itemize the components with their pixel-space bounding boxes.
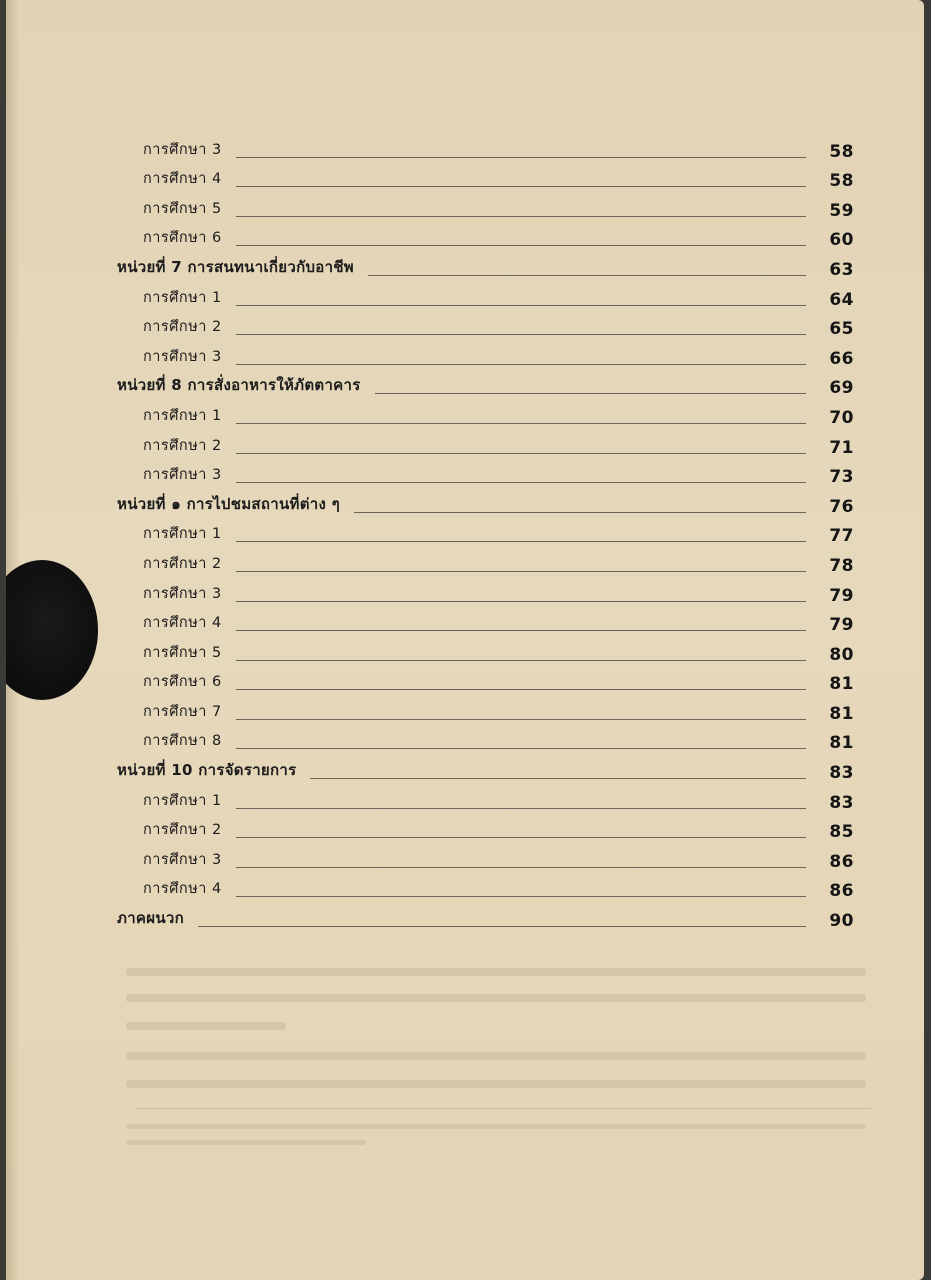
book-page <box>6 0 924 1280</box>
toc-page-number: 66 <box>829 348 854 369</box>
toc-entry-label: การศึกษา 5 <box>143 200 222 217</box>
toc-entry-row <box>6 226 924 256</box>
toc-entry-label: การศึกษา 4 <box>143 171 222 188</box>
toc-entry-label: การศึกษา 7 <box>143 703 222 720</box>
toc-entry-label: การศึกษา 1 <box>143 792 222 809</box>
toc-entry-label: การศึกษา 2 <box>143 319 222 336</box>
toc-page-number: 86 <box>829 851 854 872</box>
toc-page-number: 69 <box>829 378 854 399</box>
toc-entry-label: การศึกษา 1 <box>143 289 222 306</box>
toc-leader-line <box>236 808 806 809</box>
toc-leader-line <box>354 512 806 513</box>
bleed-through-rule <box>136 1108 871 1109</box>
toc-unit-title: หน่วยที่ 10 การจัดรายการ <box>117 761 297 780</box>
toc-entry-row <box>6 167 924 197</box>
toc-entry-label: การศึกษา 1 <box>143 526 222 543</box>
toc-leader-line <box>236 482 806 483</box>
toc-page-number: 83 <box>829 792 854 813</box>
toc-page-number: 81 <box>829 674 854 695</box>
toc-unit-row <box>6 492 924 522</box>
toc-entry-label: การศึกษา 3 <box>143 851 222 868</box>
toc-leader-line <box>236 630 806 631</box>
toc-entry-label: การศึกษา 2 <box>143 555 222 572</box>
toc-leader-line <box>236 571 806 572</box>
toc-page-number: 70 <box>829 407 854 428</box>
toc-leader-line <box>236 245 806 246</box>
toc-entry-row <box>6 137 924 167</box>
toc-leader-line <box>236 541 806 542</box>
toc-leader-line <box>236 423 806 424</box>
toc-entry-label: การศึกษา 3 <box>143 141 222 158</box>
toc-entry-label: การศึกษา 3 <box>143 467 222 484</box>
toc-page-number: 80 <box>829 644 854 665</box>
toc-page-number: 78 <box>829 555 854 576</box>
toc-entry-row <box>6 847 924 877</box>
toc-entry-label: การศึกษา 5 <box>143 644 222 661</box>
toc-leader-line <box>310 778 806 779</box>
toc-entry-row <box>6 344 924 374</box>
toc-unit-row <box>6 374 924 404</box>
toc-entry-row <box>6 729 924 759</box>
toc-page-number: 81 <box>829 733 854 754</box>
toc-entry-label: การศึกษา 2 <box>143 437 222 454</box>
toc-page-number: 58 <box>829 141 854 162</box>
toc-entry-label: การศึกษา 6 <box>143 674 222 691</box>
toc-unit-title: หน่วยที่ 7 การสนทนาเกี่ยวกับอาชีพ <box>117 257 354 276</box>
toc-entry-row <box>6 670 924 700</box>
bleed-through-footnote <box>126 1124 866 1129</box>
toc-page-number: 71 <box>829 437 854 458</box>
toc-page-number: 79 <box>829 585 854 606</box>
toc-page-number: 86 <box>829 881 854 902</box>
toc-leader-line <box>236 216 806 217</box>
toc-entry-label: การศึกษา 8 <box>143 733 222 750</box>
toc-page-number: 83 <box>829 763 854 784</box>
toc-entry-row <box>6 403 924 433</box>
toc-leader-line <box>236 453 806 454</box>
toc-leader-line <box>198 926 806 927</box>
toc-leader-line <box>236 186 806 187</box>
toc-entry-label: การศึกษา 3 <box>143 348 222 365</box>
toc-entry-label: การศึกษา 4 <box>143 615 222 632</box>
toc-leader-line <box>375 393 806 394</box>
toc-leader-line <box>236 689 806 690</box>
toc-unit-row <box>6 255 924 285</box>
toc-page-number: 58 <box>829 171 854 192</box>
toc-entry-label: การศึกษา 2 <box>143 822 222 839</box>
toc-page-number: 90 <box>829 911 854 932</box>
toc-page-number: 59 <box>829 200 854 221</box>
toc-unit-row <box>6 906 924 936</box>
toc-leader-line <box>236 334 806 335</box>
bleed-through-text <box>126 1022 286 1030</box>
toc-leader-line <box>236 305 806 306</box>
bleed-through-text <box>126 1052 866 1060</box>
toc-entry-label: การศึกษา 4 <box>143 881 222 898</box>
toc-leader-line <box>236 601 806 602</box>
toc-entry-label: การศึกษา 1 <box>143 407 222 424</box>
toc-page-number: 77 <box>829 526 854 547</box>
toc-leader-line <box>236 837 806 838</box>
toc-entry-label: การศึกษา 6 <box>143 230 222 247</box>
toc-entry-row <box>6 611 924 641</box>
toc-page-number: 85 <box>829 822 854 843</box>
toc-page-number: 73 <box>829 467 854 488</box>
toc-entry-row <box>6 581 924 611</box>
toc-leader-line <box>368 275 806 276</box>
toc-leader-line <box>236 364 806 365</box>
toc-leader-line <box>236 660 806 661</box>
toc-leader-line <box>236 719 806 720</box>
bleed-through-text <box>126 968 866 976</box>
toc-page-number: 79 <box>829 615 854 636</box>
toc-page-number: 81 <box>829 703 854 724</box>
table-of-contents <box>6 137 924 936</box>
toc-entry-row <box>6 818 924 848</box>
toc-page-number: 64 <box>829 289 854 310</box>
toc-entry-row <box>6 522 924 552</box>
toc-unit-title: หน่วยที่ ๑ การไปชมสถานที่ต่าง ๆ <box>117 494 340 513</box>
toc-unit-title: หน่วยที่ 8 การสั่งอาหารให้ภัตตาคาร <box>117 376 361 395</box>
toc-entry-row <box>6 285 924 315</box>
bleed-through-text <box>126 994 866 1002</box>
toc-entry-row <box>6 551 924 581</box>
toc-page-number: 60 <box>829 230 854 251</box>
toc-unit-title: ภาคผนวก <box>117 909 184 928</box>
bleed-through-footnote <box>126 1140 366 1145</box>
toc-entry-row <box>6 196 924 226</box>
toc-entry-row <box>6 433 924 463</box>
toc-entry-row <box>6 315 924 345</box>
toc-entry-row <box>6 640 924 670</box>
toc-leader-line <box>236 896 806 897</box>
toc-entry-row <box>6 463 924 493</box>
toc-leader-line <box>236 748 806 749</box>
toc-leader-line <box>236 867 806 868</box>
toc-page-number: 63 <box>829 259 854 280</box>
toc-page-number: 76 <box>829 496 854 517</box>
toc-entry-label: การศึกษา 3 <box>143 585 222 602</box>
toc-unit-row <box>6 758 924 788</box>
toc-leader-line <box>236 157 806 158</box>
bleed-through-text <box>126 1080 866 1088</box>
toc-page-number: 65 <box>829 319 854 340</box>
toc-entry-row <box>6 877 924 907</box>
toc-entry-row <box>6 788 924 818</box>
toc-entry-row <box>6 699 924 729</box>
